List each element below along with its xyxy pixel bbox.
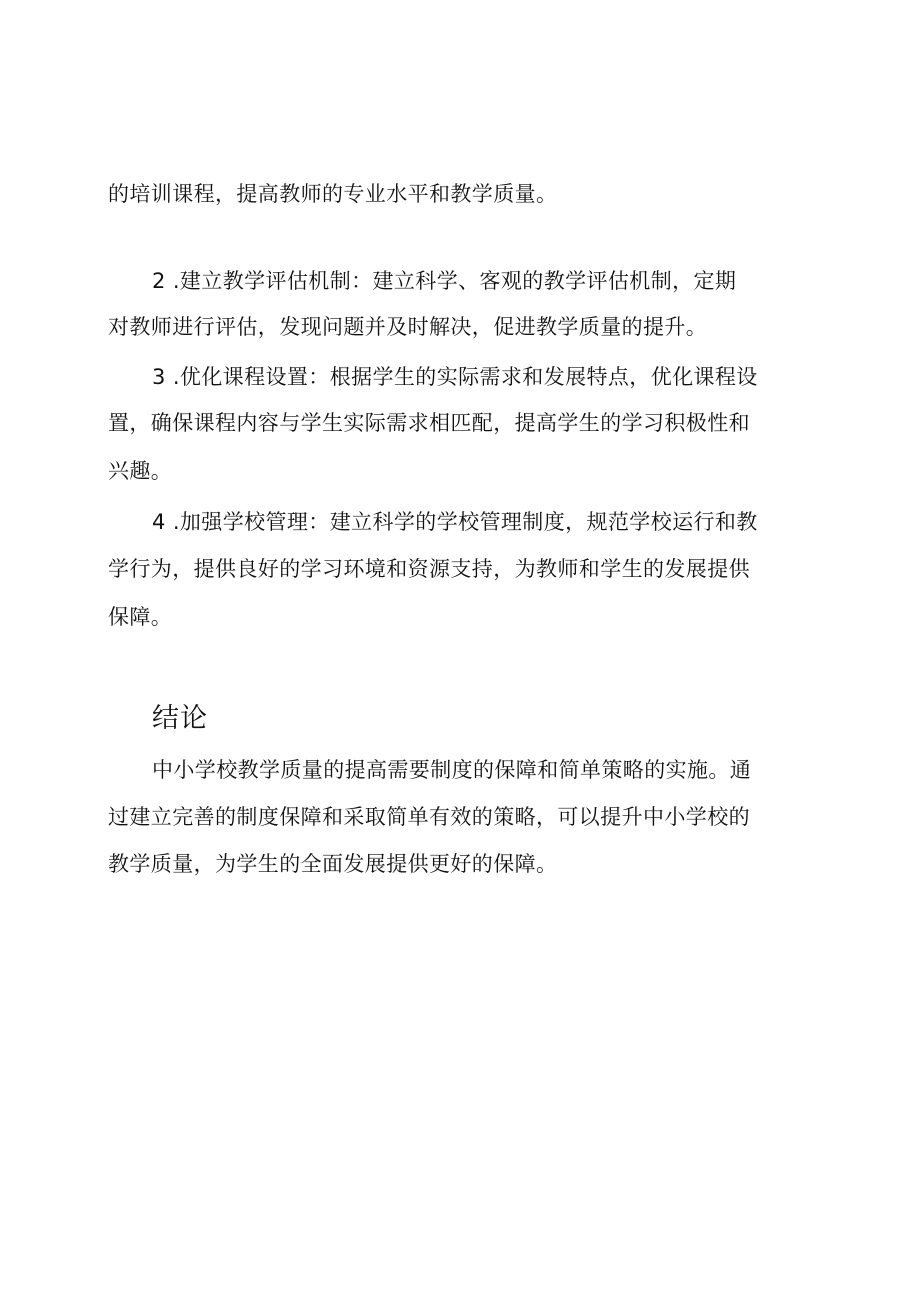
list-item-line: 对教师进行评估，发现问题并及时解决，促进教学质量的提升。 [108,315,708,339]
list-item-line: 2 .建立教学评估机制：建立科学、客观的教学评估机制，定期 [152,269,737,293]
conclusion-line: 教学质量，为学生的全面发展提供更好的保障。 [108,852,558,876]
conclusion-line: 中小学校教学质量的提高需要制度的保障和简单策略的实施。通 [152,758,752,782]
list-item-line: 3 .优化课程设置：根据学生的实际需求和发展特点，优化课程设 [152,365,758,389]
list-item-line: 学行为，提供良好的学习环境和资源支持，为教师和学生的发展提供 [108,557,750,581]
list-item-line: 置，确保课程内容与学生实际需求相匹配，提高学生的学习积极性和 [108,411,750,435]
list-item-line: 保障。 [108,605,173,629]
list-item-line: 兴趣。 [108,459,173,483]
list-item-line: 4 .加强学校管理：建立科学的学校管理制度，规范学校运行和教 [152,510,758,534]
conclusion-heading: 结论 [152,703,208,734]
continuation-line: 的培训课程，提高教师的专业水平和教学质量。 [108,182,558,206]
conclusion-line: 过建立完善的制度保障和采取简单有效的策略，可以提升中小学校的 [108,805,750,829]
